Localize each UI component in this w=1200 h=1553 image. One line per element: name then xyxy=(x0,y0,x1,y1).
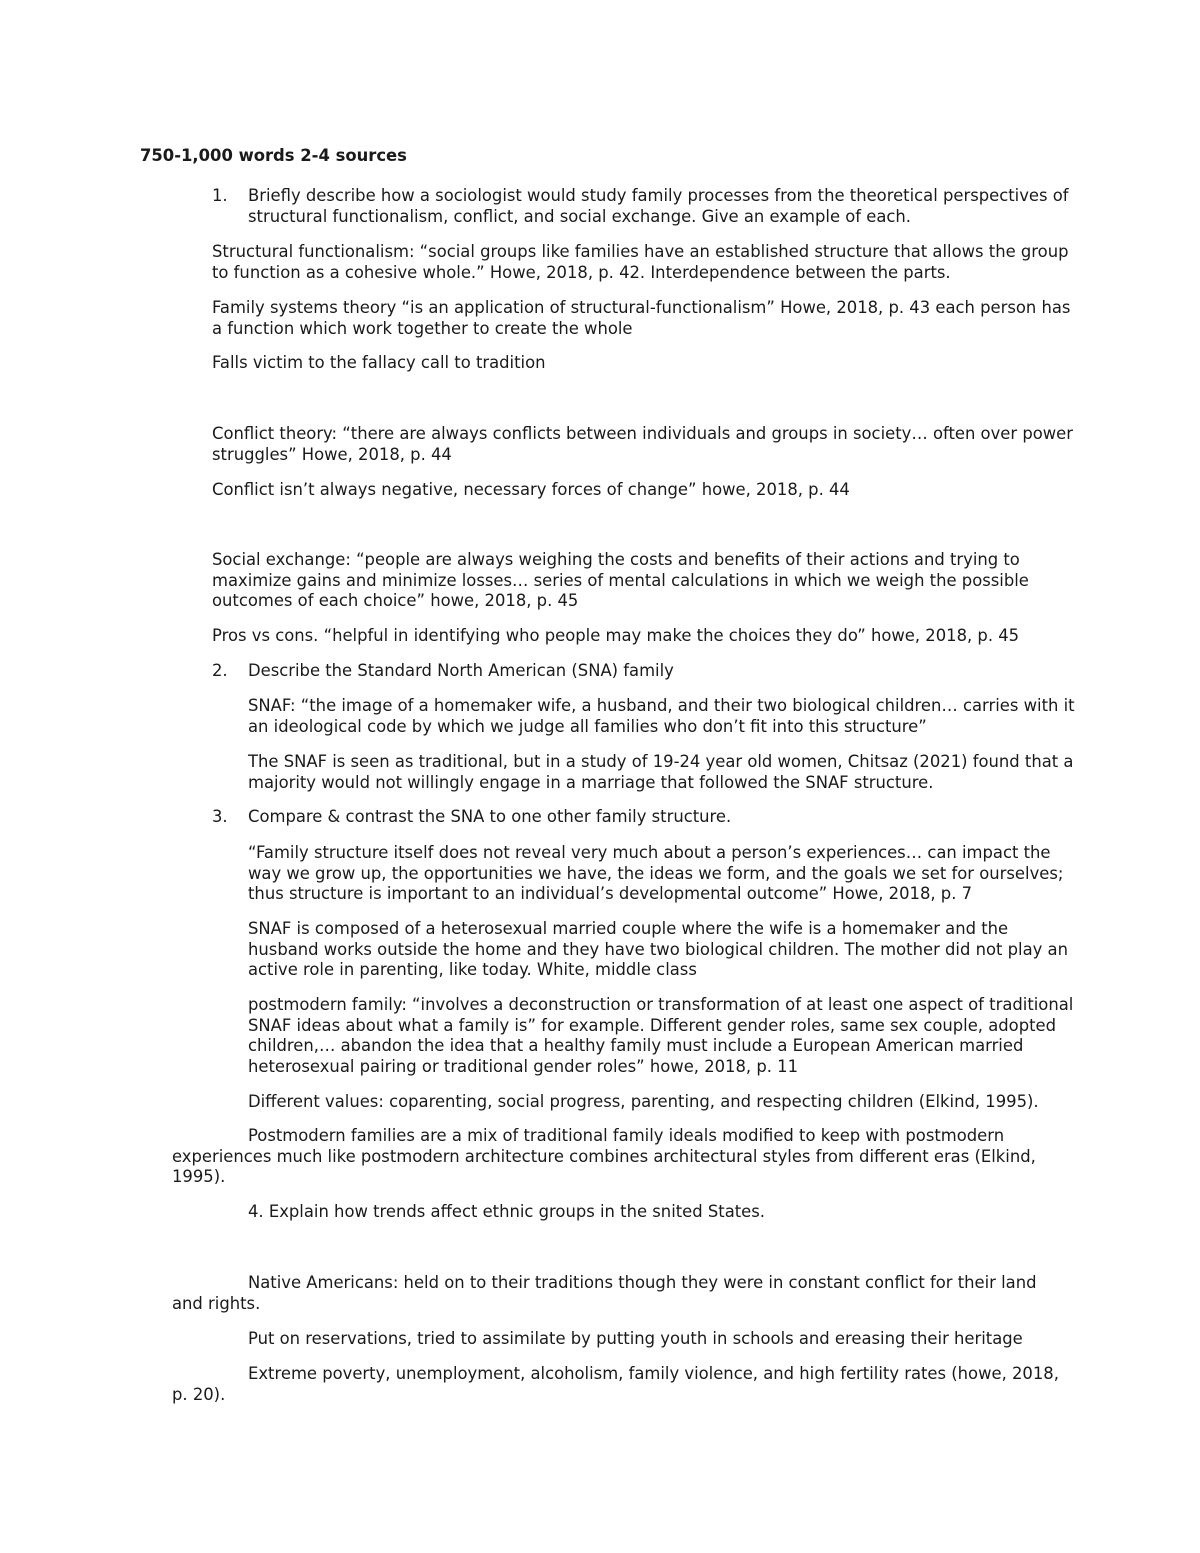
question-2-number: 2. xyxy=(212,661,228,680)
question-1-text: Briefly describe how a sociologist would study family processes from the theoretical perspectives of structural functionalism, conflict, and social exchange. Give an example of each. xyxy=(248,186,1069,226)
note-social-exchange: Social exchange: “people are always weighing the costs and benefits of their actions and trying to maximize gains and minimize losses… series of mental calculations in which we weigh the possible outcomes of each choice” howe, 2018, p. 45 xyxy=(212,550,1029,611)
note-different-values: Different values: coparenting, social progress, parenting, and respecting children (Elkind, 1995). xyxy=(248,1092,1039,1111)
note-native-americans: Native Americans: held on to their traditions though they were in constant conflict for their land and rights. xyxy=(172,1273,1037,1313)
note-snaf-study: The SNAF is seen as traditional, but in a study of 19-24 year old women, Chitsaz (2021) found that a majority would not willingly engage in a marriage that followed the SNAF structure. xyxy=(248,752,1074,792)
note-fallacy-tradition: Falls victim to the fallacy call to tradition xyxy=(212,353,546,372)
note-snaf-definition: SNAF: “the image of a homemaker wife, a husband, and their two biological children… carries with it an ideological code by which we judge all families who don’t fit into this structure” xyxy=(248,696,1075,736)
question-3-text: Compare & contrast the SNA to one other family structure. xyxy=(248,807,732,826)
note-pros-cons: Pros vs cons. “helpful in identifying who people may make the choices they do” howe, 2018, p. 45 xyxy=(212,626,1020,645)
note-conflict-theory: Conflict theory: “there are always conflicts between individuals and groups in society… often over power struggles” Howe, 2018, p. 44 xyxy=(212,424,1073,464)
note-structural-functionalism: Structural functionalism: “social groups like families have an established structure that allows the group to function as a cohesive whole.” Howe, 2018, p. 42. Interdependence between the parts. xyxy=(212,242,1069,282)
question-4-text: 4. Explain how trends affect ethnic groups in the snited States. xyxy=(248,1202,766,1221)
postmodern-families-paragraph: Postmodern families are a mix of traditional family ideals modified to keep with postmodern experiences much like postmodern architecture combines architectural styles from different eras (Elkind, 1995). xyxy=(172,1126,1036,1187)
note-family-structure-quote: “Family structure itself does not reveal very much about a person’s experiences… can impact the way we grow up, the opportunities we have, the ideas we form, and the goals we set for ourselves; thus structure is important to an individual’s developmental outcome” Howe, 2018, p. 7 xyxy=(248,843,1064,904)
assignment-heading: 750-1,000 words 2-4 sources xyxy=(140,146,407,165)
question-1-number: 1. xyxy=(212,186,228,205)
note-family-systems-theory: Family systems theory “is an application of structural-functionalism” Howe, 2018, p. 43 each person has a function which work together to create the whole xyxy=(212,298,1071,338)
note-postmodern-family: postmodern family: “involves a deconstruction or transformation of at least one aspect of traditional SNAF ideas about what a family is” for example. Different gender roles, same sex couple, adopted children,… abandon the idea that a healthy family must include a European American married heterosexual pairing or traditional gender roles” howe, 2018, p. 11 xyxy=(248,995,1074,1076)
note-conflict-change: Conflict isn’t always negative, necessary forces of change” howe, 2018, p. 44 xyxy=(212,480,850,499)
question-3-number: 3. xyxy=(212,807,228,826)
note-extreme-poverty: Extreme poverty, unemployment, alcoholism, family violence, and high fertility rates (howe, 2018, p. 20). xyxy=(172,1364,1059,1404)
note-reservations: Put on reservations, tried to assimilate by putting youth in schools and ereasing their heritage xyxy=(248,1329,1023,1348)
note-snaf-composition: SNAF is composed of a heterosexual married couple where the wife is a homemaker and the husband works outside the home and they have two biological children. The mother did not play an active role in parenting, like today. White, middle class xyxy=(248,919,1068,980)
question-2-text: Describe the Standard North American (SNA) family xyxy=(248,661,674,680)
